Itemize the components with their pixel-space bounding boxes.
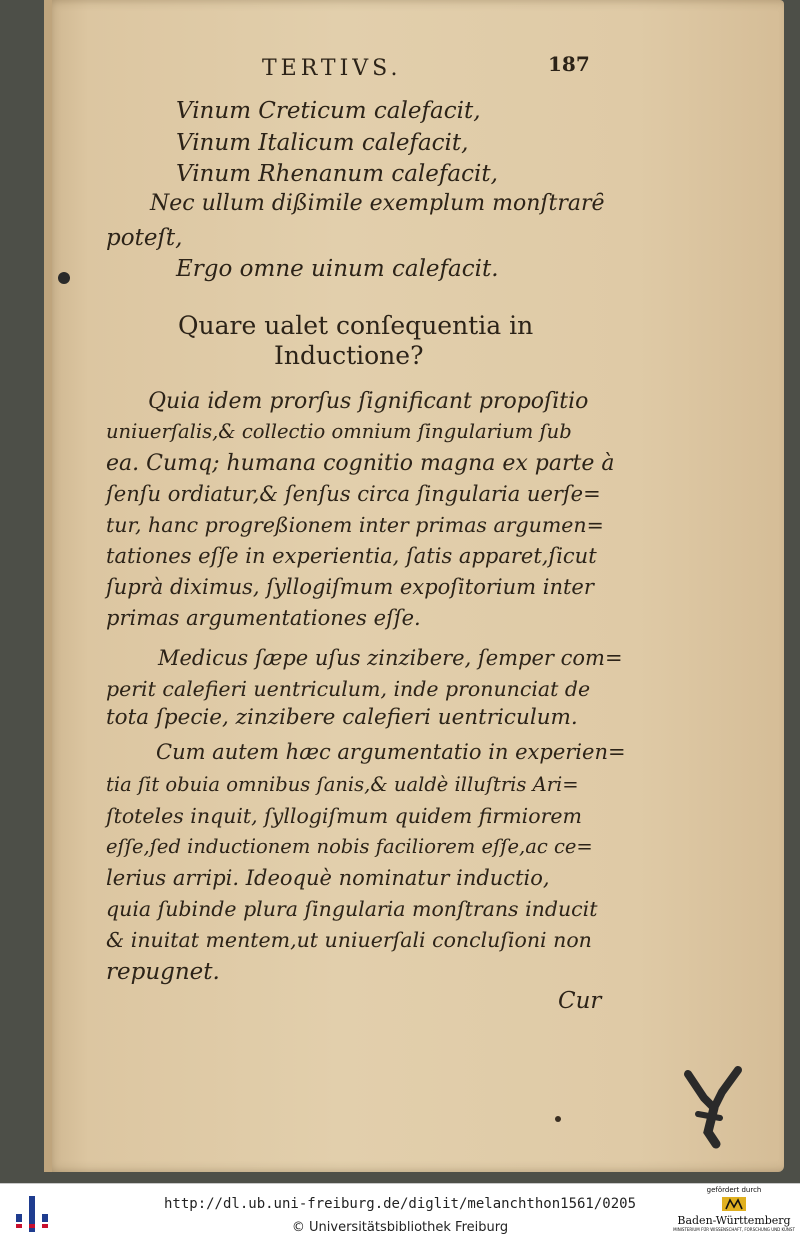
text-line: ſenſu ordiatur,& ſenſus circa ſingularia uerſe= [106, 482, 601, 506]
text-line: tia ſit obuia omnibus ſanis,& ualdè illuſtris Ari= [106, 773, 579, 796]
text-line: repugnet. [106, 959, 220, 985]
ink-blot [58, 272, 70, 284]
viewer-footer [0, 1183, 800, 1242]
crest-icon [720, 1195, 748, 1213]
text-line: poteſt, [106, 225, 183, 251]
text-line: eſſe,ſed inductionem nobis faciliorem eſſe,ac ce= [106, 835, 593, 858]
text-line: ſtoteles inquit, ſyllogiſmum quidem firmiorem [106, 804, 582, 828]
ink-dot [555, 1116, 561, 1122]
sponsor-label: gefördert durch [706, 1186, 762, 1194]
page-gutter [44, 0, 52, 1172]
text-line: uniuerſalis,& collectio omnium ſingularium ſub [106, 420, 572, 443]
text-line: tationes eſſe in experientia, ſatis apparet,ſicut [106, 544, 597, 568]
text-line: Vinum Rhenanum calefacit, [176, 161, 498, 187]
text-line: Quia idem prorſus ſignificant propoſitio [148, 389, 589, 414]
text-line: Vinum Creticum calefacit, [176, 98, 481, 124]
text-line: Nec ullum dißimile exemplum monſtrarȇ [150, 191, 605, 216]
text-line: Cum autem hæc argumentatio in experien= [156, 740, 626, 764]
sponsor-subtitle: MINISTERIUM FÜR WISSENSCHAFT, FORSCHUNG UND KUNST [673, 1227, 795, 1232]
text-line: ea. Cumq; humana cognitio magna ex parte à [106, 451, 615, 476]
page-number: 187 [548, 52, 590, 76]
text-line: primas argumentationes eſſe. [106, 606, 421, 630]
text-line: tota ſpecie, zinzibere calefieri uentriculum. [106, 705, 578, 730]
text-line: perit calefieri uentriculum, inde pronunciat de [106, 677, 591, 701]
sponsor-name: Baden-Württemberg [677, 1214, 791, 1227]
text-line: & inuitat mentem,ut uniuerſali concluſioni non [106, 928, 592, 952]
text-line: lerius arripi. Ideoquè nominatur inductio, [106, 866, 550, 890]
copyright-notice: © Universitätsbibliothek Freiburg [291, 1220, 509, 1235]
catchword: Cur [558, 988, 602, 1014]
section-heading: Quare ualet conſequentia in [178, 311, 534, 340]
sponsor-logo [672, 1186, 796, 1240]
text-line: quia ſubinde plura ſingularia monſtrans inducit [106, 897, 598, 921]
text-line: tur, hanc progreßionem inter primas argumen= [106, 513, 604, 537]
running-header: TERTIVS. [262, 56, 402, 81]
permalink-url[interactable]: http://dl.ub.uni-freiburg.de/diglit/melanchthon1561/0205 [163, 1196, 636, 1212]
library-stamp-mark [680, 1062, 750, 1154]
text-line: Medicus ſæpe uſus zinzibere, ſemper com= [158, 646, 623, 670]
text-line: Vinum Italicum calefacit, [176, 130, 469, 156]
text-line: Ergo omne uinum calefacit. [176, 256, 499, 282]
section-heading: Inductione? [274, 341, 424, 370]
text-line: ſuprà diximus, ſyllogiſmum expoſitorium inter [106, 575, 594, 599]
